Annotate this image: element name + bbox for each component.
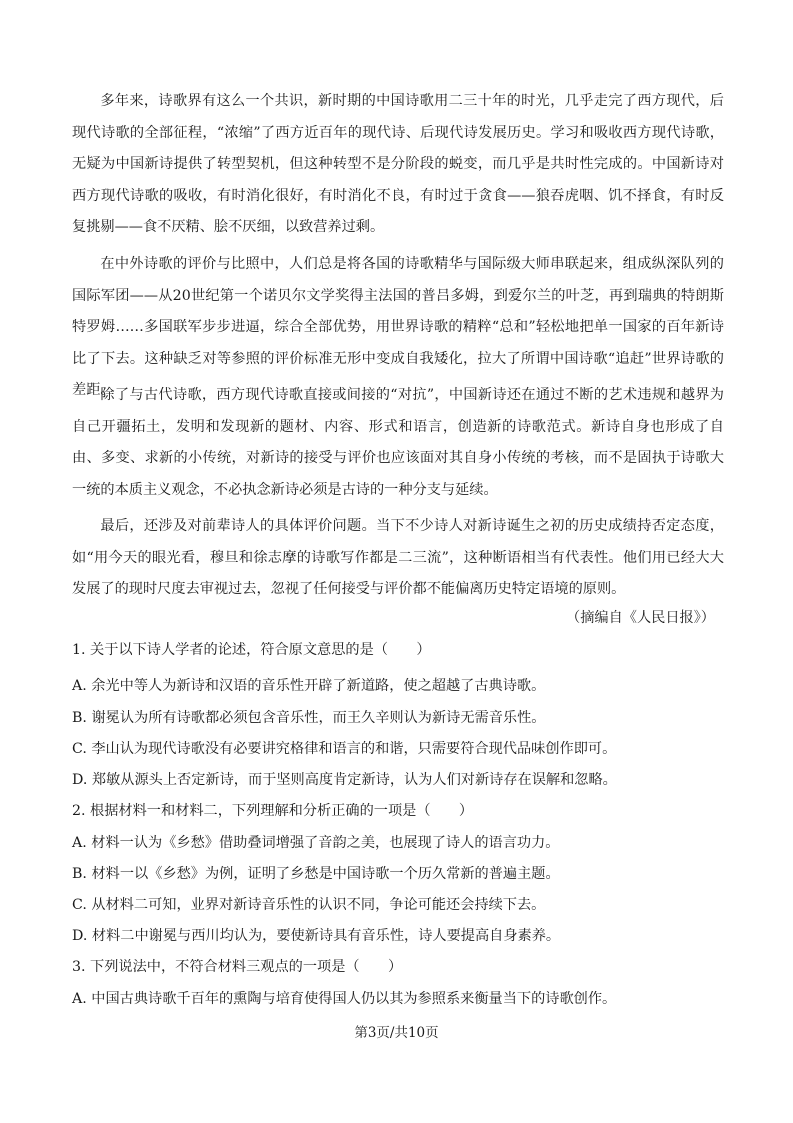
page-number-footer: 第3页/共10页 xyxy=(354,1025,439,1041)
question-1-option-b: B. 谢冕认为所有诗歌都必须包含音乐性，而王久辛则认为新诗无需音乐性。 xyxy=(72,710,546,726)
question-3-stem: 3. 下列说法中，不符合材料三观点的一项是（ ） xyxy=(72,959,403,975)
question-2-option-a: A. 材料一认为《乡愁》借助叠词增强了音韵之美，也展现了诗人的语言功力。 xyxy=(72,835,560,851)
passage-paragraph-2: 在中外诗歌的评价与比照中，人们总是将各国的诗歌精华与国际级大师串联起来，组成纵深队列的国际军团——从20世纪第一个诺贝尔文学奖得主法国的普吕多姆，到爱尔兰的叶芝，再到瑞典的特朗斯特罗姆……多国联军步步进逼，综合全部优势，用世界诗歌的精粹“总和”轻松地把单一国家的百年新诗比了下去。这种缺乏对等参照的评价标准无形中变成自我矮化，拉大了所谓中国诗歌“追赶”世界诗歌的差距。 xyxy=(72,256,724,399)
question-2-stem: 2. 根据材料一和材料二，下列理解和分析正确的一项是（ ） xyxy=(72,803,474,819)
passage-paragraph-3: 除了与古代诗歌，西方现代诗歌直接或间接的“对抗”，中国新诗还在通过不断的艺术违规和越界为自己开疆拓土，发明和发现新的题材、内容、形式和语言，创造新的诗歌范式。新诗自身也形成了自由、多变、求新的小传统，对新诗的接受与评价也应该面对其自身小传统的考核，而不是固执于诗歌大一统的本质主义观念，不必执念新诗必须是古诗的一种分支与延续。 xyxy=(72,387,724,498)
question-2-option-c: C. 从材料二可知，业界对新诗音乐性的认识不同，争论可能还会持续下去。 xyxy=(72,897,546,913)
passage-paragraph-1: 多年来，诗歌界有这么一个共识，新时期的中国诗歌用二三十年的时光，几乎走完了西方现代，后现代诗歌的全部征程，“浓缩”了西方近百年的现代诗、后现代诗发展历史。学习和吸收西方现代诗歌，无疑为中国新诗提供了转型契机，但这种转型不是分阶段的蜕变，而几乎是共时性完成的。中国新诗对西方现代诗歌的吸收，有时消化很好，有时消化不良，有时过于贪食——狼吞虎咽、饥不择食，有时反复挑剔——食不厌精、脍不厌细，以致营养过剩。 xyxy=(72,93,724,236)
question-2-option-d: D. 材料二中谢冕与西川均认为，要使新诗具有音乐性，诗人要提高自身素养。 xyxy=(72,928,561,944)
passage-source: （摘编自《人民日报》） xyxy=(566,610,715,626)
passage-paragraph-4: 最后，还涉及对前辈诗人的具体评价问题。当下不少诗人对新诗诞生之初的历史成绩持否定态度，如“用今天的眼光看，穆旦和徐志摩的诗歌写作都是二三流”，这种断语相当有代表性。他们用已经大大发展了的现时尺度去审视过去，忽视了任何接受与评价都不能偏离历史特定语境的原则。 xyxy=(72,518,724,598)
question-1-option-d: D. 郑敏从源头上否定新诗，而于坚则高度肯定新诗，认为人们对新诗存在误解和忽略。 xyxy=(72,772,617,788)
question-1-stem: 1. 关于以下诗人学者的论述，符合原文意思的是（ ） xyxy=(72,642,431,658)
question-1-option-c: C. 李山认为现代诗歌没有必要讲究格律和语言的和谐，只需要符合现代品味创作即可。 xyxy=(72,741,617,757)
question-3-option-a: A. 中国古典诗歌千百年的熏陶与培育使得国人仍以其为参照系来衡量当下的诗歌创作。 xyxy=(72,991,617,1007)
question-1-option-a: A. 余光中等人为新诗和汉语的音乐性开辟了新道路，使之超越了古典诗歌。 xyxy=(72,678,546,694)
question-2-option-b: B. 材料一以《乡愁》为例，证明了乡愁是中国诗歌一个历久常新的普遍主题。 xyxy=(72,866,560,882)
